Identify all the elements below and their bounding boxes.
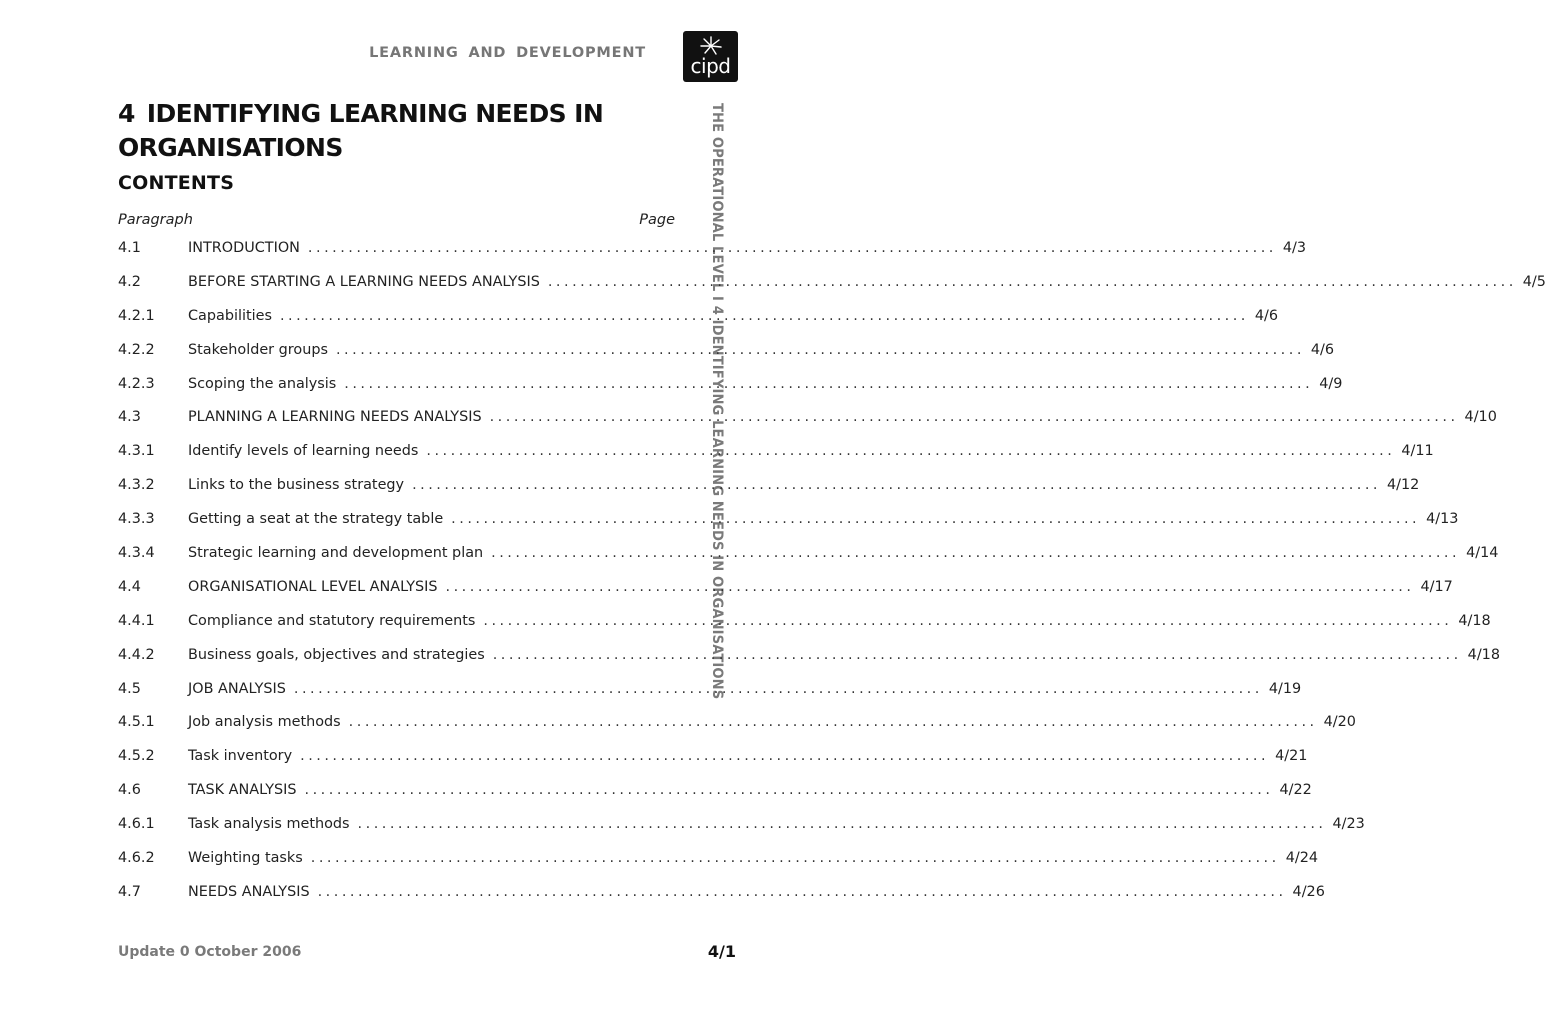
- toc-entry-number: 4.3.4: [118, 545, 155, 562]
- toc-entry: [118, 477, 1420, 511]
- page-title: [118, 97, 678, 165]
- toc-entry-title: ORGANISATIONAL LEVEL ANALYSIS: [188, 578, 438, 595]
- toc-entry-title: PLANNING A LEARNING NEEDS ANALYSIS: [188, 409, 482, 426]
- toc-entry-page: 4/14: [1466, 545, 1499, 562]
- toc-entry-number: 4.2: [118, 273, 141, 290]
- toc-entry-title: Capabilities: [188, 307, 272, 324]
- toc-entry: [118, 240, 1307, 274]
- toc-entry-page: 4/10: [1464, 409, 1497, 426]
- toc-entry: [118, 443, 1434, 477]
- toc-entry-page: 4/19: [1268, 680, 1302, 697]
- toc-entry: [118, 612, 1491, 647]
- update-note: Update 0 October 2006: [118, 944, 302, 960]
- toc-entry-page: 4/6: [1254, 307, 1279, 324]
- toc-entry-title: TASK ANALYSIS: [188, 782, 297, 799]
- toc-entry: [118, 850, 1319, 884]
- dot-leader: ........................................................................................................................: [483, 612, 1453, 629]
- dot-leader: ........................................................................................................................: [300, 748, 1270, 765]
- toc-entry-title: Job analysis methods: [188, 714, 341, 731]
- dot-leader: ........................................................................................................................: [310, 850, 1280, 867]
- dot-leader: ........................................................................................................................: [307, 240, 1277, 256]
- side-running-header: THE OPERATIONAL LEVEL I 4 IDENTIFYING LEARNING NEEDS IN ORGANISATIONS: [709, 103, 726, 700]
- toc-entry-title: Weighting tasks: [188, 850, 303, 867]
- toc-entry: [118, 816, 1365, 850]
- toc-entry: [118, 748, 1308, 782]
- toc-entry-number: 4.3: [118, 409, 141, 426]
- chapter-title: IDENTIFYING LEARNING NEEDS IN ORGANISATIONS: [118, 99, 604, 162]
- toc-entry: [118, 545, 1499, 579]
- section-label: LEARNING AND DEVELOPMENT: [369, 45, 646, 61]
- toc-entry: [118, 409, 1497, 443]
- toc-entry-page: 4/26: [1292, 883, 1325, 900]
- toc-entry-page: 4/3: [1282, 240, 1307, 256]
- dot-leader: ........................................................................................................................: [412, 477, 1382, 494]
- toc-entry-number: 4.3.1: [118, 443, 155, 460]
- toc-entry-page: 4/20: [1323, 714, 1356, 731]
- toc-entry-number: 4.2.3: [118, 375, 155, 392]
- toc-entry-title: BEFORE STARTING A LEARNING NEEDS ANALYSIS: [188, 273, 540, 290]
- dot-leader: ........................................................................................................................: [489, 409, 1459, 426]
- toc-entry-number: 4.5.1: [118, 714, 155, 731]
- toc-entry-title: NEEDS ANALYSIS: [188, 883, 310, 900]
- dot-leader: ........................................................................................................................: [445, 578, 1415, 595]
- toc-entry-number: 4.6.2: [118, 850, 155, 867]
- toc-entry-title: Business goals, objectives and strategies: [188, 646, 485, 663]
- toc-entry-number: 4.5.2: [118, 748, 155, 765]
- toc-entry-title: Scoping the analysis: [188, 375, 337, 392]
- dot-leader: ........................................................................................................................: [293, 680, 1263, 697]
- toc-entry-number: 4.5: [118, 680, 141, 697]
- dot-leader: ........................................................................................................................: [348, 714, 1318, 731]
- toc-entry-number: 4.3.3: [118, 511, 155, 528]
- logo-text: cipd: [690, 54, 731, 78]
- page-number: 4/1: [707, 942, 736, 961]
- toc-entry-page: 4/13: [1426, 511, 1459, 528]
- toc-entry-number: 4.2.2: [118, 341, 155, 358]
- cipd-logo: [683, 31, 738, 82]
- dot-leader: ........................................................................................................................: [492, 646, 1462, 663]
- toc-entry: [118, 511, 1459, 545]
- toc-entry: [118, 341, 1335, 376]
- toc-entry-title: Stakeholder groups: [188, 341, 328, 358]
- toc-entry-number: 4.7: [118, 883, 141, 900]
- toc-entry-title: Links to the business strategy: [188, 477, 405, 494]
- contents-heading: CONTENTS: [118, 172, 235, 194]
- chapter-number: 4: [118, 99, 135, 128]
- dot-leader: ........................................................................................................................: [335, 341, 1305, 358]
- toc-entry: [118, 782, 1312, 816]
- toc-entry-number: 4.4.2: [118, 646, 155, 663]
- toc-entry-number: 4.3.2: [118, 477, 155, 494]
- toc-entry-page: 4/6: [1310, 341, 1335, 358]
- toc-entry-number: 4.4.1: [118, 612, 155, 629]
- toc-entry-page: 4/17: [1420, 578, 1453, 595]
- toc-entry-number: 4.2.1: [118, 307, 155, 324]
- paragraph-column-heading: Paragraph: [118, 212, 193, 228]
- toc-entry: [118, 646, 1500, 681]
- toc-entry-title: Task analysis methods: [188, 816, 350, 833]
- toc-entry-page: 4/11: [1401, 443, 1434, 460]
- toc-entry-page: 4/24: [1285, 850, 1319, 867]
- toc-entry-title: Task inventory: [188, 748, 293, 765]
- toc-entry-number: 4.6.1: [118, 816, 155, 833]
- dot-leader: ........................................................................................................................: [451, 511, 1421, 528]
- dot-leader: ........................................................................................................................: [279, 307, 1249, 324]
- toc-entry-number: 4.4: [118, 578, 141, 595]
- toc-entry-page: 4/23: [1332, 816, 1365, 833]
- toc-entry-page: 4/22: [1279, 782, 1312, 799]
- dot-leader: ........................................................................................................................: [491, 545, 1461, 562]
- toc-entry-number: 4.1: [118, 240, 141, 256]
- page-column-heading: Page: [639, 212, 675, 228]
- toc-entry-title: JOB ANALYSIS: [188, 680, 286, 697]
- toc-entry: [118, 714, 1356, 748]
- dot-leader: ........................................................................................................................: [426, 443, 1396, 460]
- toc-entry-number: 4.6: [118, 782, 141, 799]
- toc-entry: [118, 273, 1546, 308]
- toc-entry-page: 4/12: [1387, 477, 1420, 494]
- toc-entry-title: Strategic learning and development plan: [188, 545, 484, 562]
- toc-entry-title: Identify levels of learning needs: [188, 443, 419, 460]
- dot-leader: ........................................................................................................................: [317, 883, 1287, 900]
- starburst-icon: [699, 36, 723, 56]
- dot-leader: ........................................................................................................................: [357, 816, 1327, 833]
- dot-leader: ........................................................................................................................: [547, 273, 1517, 290]
- toc-entry: [118, 307, 1279, 342]
- toc-entry: [118, 375, 1343, 410]
- toc-entry-title: INTRODUCTION: [188, 240, 300, 256]
- toc-entry: [118, 578, 1453, 613]
- toc-entry-title: Getting a seat at the strategy table: [188, 511, 444, 528]
- toc-entry-page: 4/9: [1319, 375, 1343, 392]
- toc-entry-title: Compliance and statutory requirements: [188, 612, 476, 629]
- toc-entry-page: 4/5: [1522, 273, 1546, 290]
- dot-leader: ........................................................................................................................: [344, 375, 1314, 392]
- dot-leader: ........................................................................................................................: [304, 782, 1274, 799]
- toc-entry: [118, 680, 1302, 715]
- toc-entry: [118, 883, 1325, 918]
- toc-entry-page: 4/18: [1458, 612, 1491, 629]
- toc-entry-page: 4/21: [1275, 748, 1308, 765]
- toc-entry-page: 4/18: [1467, 646, 1500, 663]
